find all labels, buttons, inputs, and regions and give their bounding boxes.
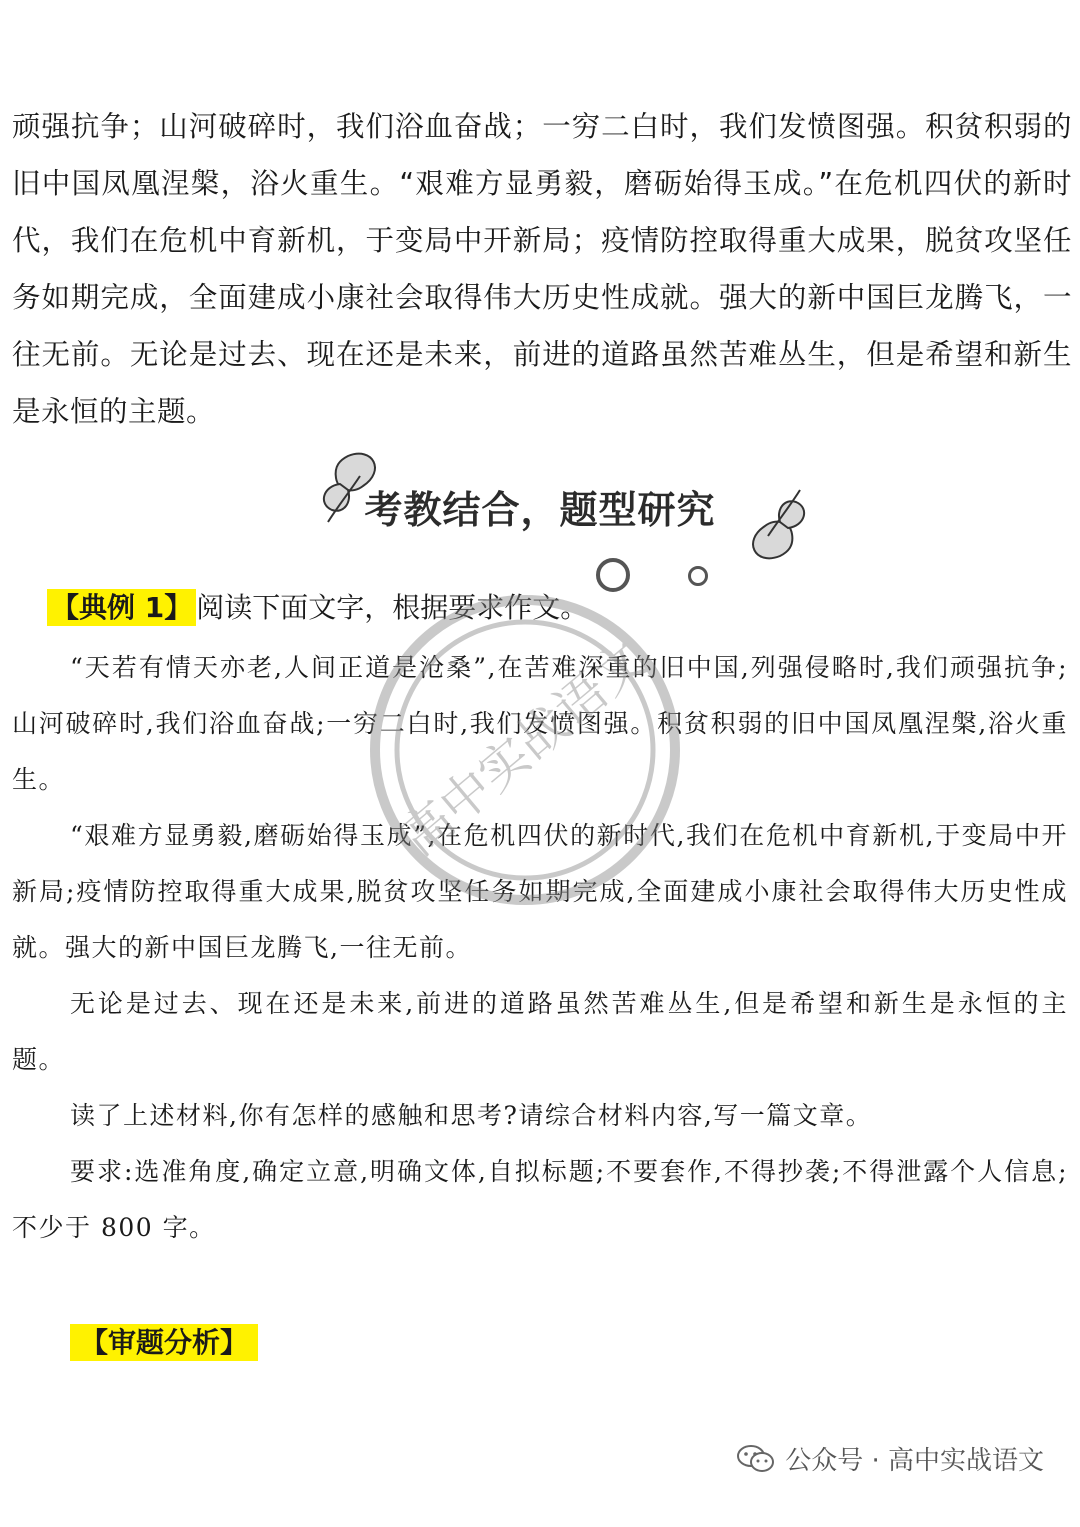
analysis-label: 【审题分析】 xyxy=(70,1324,258,1361)
footer-text: 公众号 · 高中实战语文 xyxy=(785,1446,1044,1476)
material-paragraph: 无论是过去、现在还是未来,前进的道路虽然苦难丛生,但是希望和新生是永恒的主题。 xyxy=(12,989,1068,1074)
example-instruction: 阅读下面文字，根据要求作文。 xyxy=(196,591,589,624)
example-line xyxy=(47,583,588,633)
circle-decoration xyxy=(688,566,708,586)
intro-paragraph: 顽强抗争；山河破碎时，我们浴血奋战；一穷二白时，我们发愤图强。积贫积弱的旧中国凤凰涅槃，浴火重生。“艰难方显勇毅，磨砺始得玉成。”在危机四伏的新时代，我们在危机中育新机，于变局中开新局；疫情防控取得重大成果，脱贫攻坚任务如期完成，全面建成小康社会取得伟大历史性成就。强大的新中国巨龙腾飞，一往无前。无论是过去、现在还是未来，前进的道路虽然苦难丛生，但是希望和新生是永恒的主题。 xyxy=(12,110,1072,428)
example-tag: 【典例 1】 xyxy=(47,589,196,626)
analysis-heading xyxy=(70,1320,258,1366)
wechat-icon xyxy=(737,1444,775,1474)
watermark-text: 高中实战语文 xyxy=(390,629,658,868)
section-heading: 考教结合，题型研究 xyxy=(364,488,716,532)
circle-decoration xyxy=(596,558,630,592)
material-paragraph: 要求:选准角度,确定立意,明确文体,自拟标题;不要套作,不得抄袭;不得泄露个人信息;不少于 800 字。 xyxy=(12,1157,1068,1242)
material-paragraph: “艰难方显勇毅,磨砺始得玉成”,在危机四伏的新时代,我们在危机中育新机,于变局中开新局;疫情防控取得重大成果,脱贫攻坚任务如期完成,全面建成小康社会取得伟大历史性成就。强大的新中国巨龙腾飞,一往无前。 xyxy=(12,821,1068,962)
material-text xyxy=(12,640,1068,1256)
material-paragraph: 读了上述材料,你有怎样的感触和思考?请综合材料内容,写一篇文章。 xyxy=(70,1101,873,1130)
material-paragraph: “天若有情天亦老,人间正道是沧桑”,在苦难深重的旧中国,列强侵略时,我们顽强抗争;山河破碎时,我们浴血奋战;一穷二白时,我们发愤图强。积贫积弱的旧中国凤凰涅槃,浴火重生。 xyxy=(12,653,1068,794)
footer xyxy=(737,1440,1044,1477)
